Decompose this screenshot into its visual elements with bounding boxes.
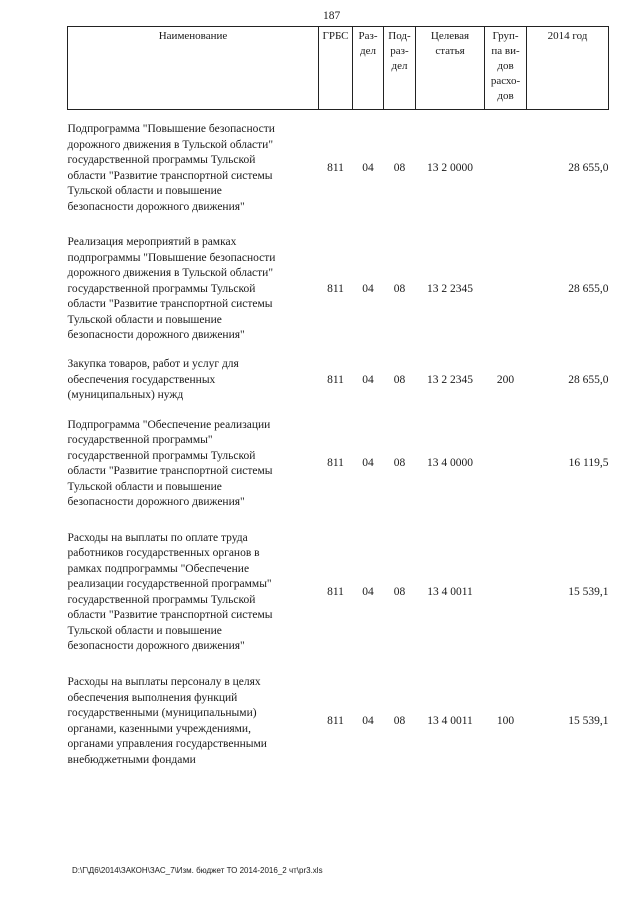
row-sum: 28 655,0: [568, 373, 609, 386]
row-grbs: 811: [327, 162, 344, 174]
text-line: Под-: [388, 30, 411, 42]
text-line: Закупка товаров, работ и услуг для: [67, 358, 239, 371]
text-line: Тульской области и повышение: [67, 313, 222, 326]
text-line: реализации государственной программы": [67, 578, 272, 590]
row-razdel: 04: [362, 282, 374, 295]
text-line: раз-: [390, 45, 409, 57]
row-statya: 13 4 0011: [427, 714, 473, 727]
row-statya: 13 2 0000: [427, 162, 473, 174]
row-name: [68, 410, 319, 519]
row-podrazdel: 08: [393, 457, 406, 470]
row-statya: 13 2 2345: [427, 373, 473, 386]
text-line: Раз-: [358, 30, 378, 42]
row-podrazdel: 08: [393, 585, 406, 598]
row-statya: 13 4 0011: [427, 585, 473, 598]
row-name: [68, 110, 319, 228]
table-row: [68, 352, 609, 410]
row-name: [68, 228, 319, 352]
row-grbs: 811: [327, 282, 344, 295]
text-line: безопасности дорожного движения": [67, 329, 245, 342]
text-line: государственными (муниципальными): [67, 707, 257, 719]
row-razdel: 04: [362, 457, 374, 470]
text-line: государственной программы": [67, 434, 213, 446]
text-line: Тульской области и повышение: [67, 185, 222, 198]
row-podrazdel: 08: [393, 714, 406, 727]
table-row: [68, 667, 609, 777]
text-line: государственной программы Тульской: [67, 154, 256, 167]
text-line: обеспечения выполнения функций: [67, 691, 238, 704]
text-line: области "Развитие транспортной системы: [67, 298, 273, 311]
text-line: статья: [435, 45, 465, 57]
text-line: Груп-: [492, 30, 519, 42]
row-gruppa: [485, 410, 527, 519]
text-line: Реализация мероприятий в рамках: [67, 236, 237, 249]
row-podrazdel: 08: [393, 162, 406, 174]
row-razdel: 04: [362, 373, 374, 386]
row-name: [68, 519, 319, 667]
text-line: дорожного движения в Тульской области": [67, 267, 274, 280]
page-number: 187: [323, 10, 341, 22]
table-row: [68, 228, 609, 352]
row-sum: 28 655,0: [568, 282, 609, 295]
text-line: па ви-: [491, 45, 520, 57]
text-line: Расходы на выплаты по оплате труда: [67, 531, 248, 544]
text-line: государственной программы Тульской: [67, 593, 256, 606]
row-statya: 13 4 0000: [427, 457, 473, 470]
row-name: [68, 667, 319, 777]
table-row: [68, 519, 609, 667]
text-line: органами, казенными учреждениями,: [67, 722, 251, 735]
text-line: безопасности дорожного движения": [67, 200, 245, 213]
text-line: государственной программы Тульской: [67, 282, 256, 295]
budget-table: [67, 26, 609, 777]
text-line: (муниципальных) нужд: [67, 389, 184, 402]
row-gruppa: 200: [496, 373, 515, 386]
row-grbs: 811: [327, 585, 344, 598]
text-line: дов: [497, 90, 514, 102]
row-razdel: 04: [362, 714, 374, 727]
row-razdel: 04: [362, 585, 374, 598]
text-line: обеспечения государственных: [67, 373, 216, 386]
row-statya: 13 2 2345: [427, 282, 473, 295]
header-razdel: [353, 27, 384, 110]
text-line: Тульской области и повышение: [67, 480, 222, 493]
text-line: дорожного движения в Тульской области": [67, 138, 274, 151]
text-line: работников государственных органов в: [67, 547, 260, 559]
text-line: Тульской области и повышение: [67, 624, 222, 637]
row-name: [68, 352, 319, 410]
header-name: Наименование: [68, 27, 319, 110]
text-line: Подпрограмма "Повышение безопасности: [67, 123, 275, 136]
row-sum: 16 119,5: [568, 457, 609, 470]
row-razdel: 04: [362, 162, 374, 174]
row-grbs: 811: [327, 714, 344, 727]
row-sum: 15 539,1: [568, 585, 609, 598]
text-line: Подпрограмма "Обеспечение реализации: [67, 418, 271, 431]
row-podrazdel: 08: [393, 282, 406, 295]
text-line: Целевая: [430, 30, 470, 42]
text-line: внебюджетными фондами: [67, 753, 196, 766]
text-line: безопасности дорожного движения": [67, 496, 245, 508]
text-line: области "Развитие транспортной системы: [67, 465, 273, 477]
header-statya: [416, 27, 485, 110]
file-path-footer: D:\Г\Д6\2014\ЗАКОН\ЗАС_7\Изм. бюджет ТО 2014-2016_2 чт\pr3.xls: [72, 866, 323, 875]
header-grbs: ГРБС: [319, 27, 353, 110]
text-line: дел: [360, 45, 376, 57]
text-line: дел: [391, 60, 408, 72]
text-line: органами управления государственными: [67, 738, 267, 750]
header-podrazdel: [384, 27, 416, 110]
table-header: [68, 27, 609, 110]
text-line: дов: [497, 60, 514, 72]
table-row: [68, 110, 609, 228]
row-grbs: 811: [327, 373, 344, 386]
text-line: области "Развитие транспортной системы: [67, 169, 273, 182]
row-gruppa: [485, 110, 527, 228]
header-year: 2014 год: [527, 27, 609, 110]
row-grbs: 811: [327, 457, 344, 470]
table-row: [68, 410, 609, 519]
text-line: безопасности дорожного движения": [67, 640, 245, 652]
text-line: подпрограммы "Повышение безопасности: [67, 251, 276, 264]
row-podrazdel: 08: [393, 373, 406, 386]
text-line: рамках подпрограммы "Обеспечение: [67, 562, 250, 575]
row-gruppa: 100: [496, 714, 515, 727]
text-line: области "Развитие транспортной системы: [67, 609, 273, 621]
row-gruppa: [485, 228, 527, 352]
text-line: государственной программы Тульской: [67, 449, 256, 462]
row-sum: 28 655,0: [568, 162, 609, 174]
row-sum: 15 539,1: [568, 714, 609, 727]
row-gruppa: [485, 519, 527, 667]
text-line: расхо-: [490, 75, 521, 87]
header-gruppa: [485, 27, 527, 110]
text-line: Расходы на выплаты персоналу в целях: [67, 676, 261, 688]
